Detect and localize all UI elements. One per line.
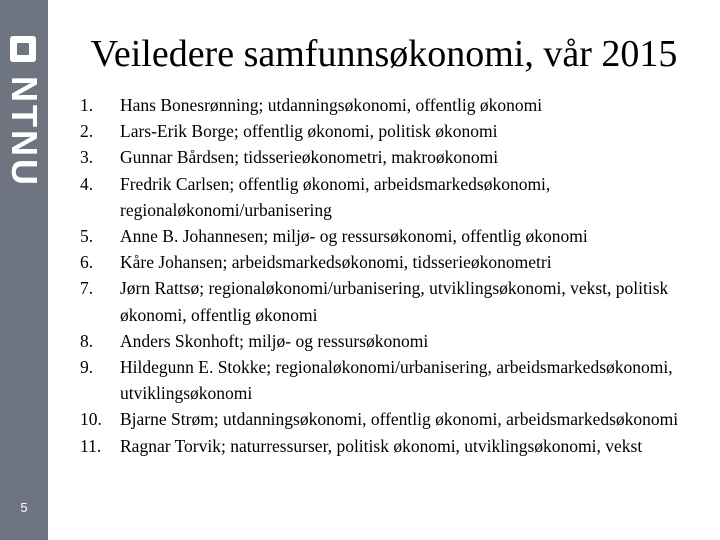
list-item-text: Jørn Rattsø; regionaløkonomi/urbanisering, utviklingsøkonomi, vekst, politisk økonomi, offentlig økonomi	[120, 278, 669, 325]
list-item-number: 5.	[80, 226, 94, 247]
brand-wordmark: NTNU	[4, 76, 45, 188]
slide-title: Veiledere samfunnsøkonomi, vår 2015	[90, 33, 678, 75]
list-item	[80, 144, 700, 170]
list-item-number: 3.	[80, 147, 94, 168]
list-item-text: Anders Skonhoft; miljø- og ressursøkonomi	[120, 330, 429, 351]
list-item-number: 2.	[80, 121, 94, 142]
list-item-text: Anne B. Johannesen; miljø- og ressursøkonomi, offentlig økonomi	[120, 226, 588, 247]
list-item-number: 1.	[80, 95, 94, 115]
list-item-number: 10.	[80, 409, 102, 430]
list-item	[80, 223, 700, 249]
list-item-text: Ragnar Torvik; naturressurser, politisk økonomi, utviklingsøkonomi, vekst	[120, 435, 643, 456]
brand-sidebar	[0, 0, 48, 540]
list-item	[80, 118, 700, 144]
list-item-number: 8.	[80, 330, 94, 351]
list-item	[80, 275, 700, 327]
list-item-number: 9.	[80, 357, 94, 378]
supervisor-list	[80, 92, 700, 459]
list-item-text: Hildegunn E. Stokke; regionaløkonomi/urbanisering, arbeidsmarkedsøkonomi, utviklingsøkonomi	[120, 357, 673, 404]
list-item	[80, 249, 700, 275]
list-item-number: 11.	[80, 435, 102, 456]
list-item-number: 4.	[80, 173, 94, 194]
page-number: 5	[20, 500, 28, 515]
list-item-number: 6.	[80, 252, 94, 273]
list-item	[80, 171, 700, 223]
list-item	[80, 328, 700, 354]
list-item-text: Kåre Johansen; arbeidsmarkedsøkonomi, tidsserieøkonometri	[120, 252, 552, 273]
ntnu-logo-icon	[10, 36, 36, 62]
list-item-text: Gunnar Bårdsen; tidsserieøkonometri, makroøkonomi	[120, 147, 499, 168]
list-item-number: 7.	[80, 278, 94, 299]
list-item-text: Hans Bonesrønning; utdanningsøkonomi, offentlig økonomi	[120, 95, 543, 115]
list-item	[80, 92, 700, 118]
list-item-text: Fredrik Carlsen; offentlig økonomi, arbeidsmarkedsøkonomi, regionaløkonomi/urbanisering	[120, 173, 551, 220]
list-item	[80, 406, 700, 432]
list-item	[80, 354, 700, 406]
list-item-text: Lars-Erik Borge; offentlig økonomi, politisk økonomi	[120, 121, 498, 142]
list-item-text: Bjarne Strøm; utdanningsøkonomi, offentlig økonomi, arbeidsmarkedsøkonomi	[120, 409, 679, 430]
list-item	[80, 433, 700, 459]
